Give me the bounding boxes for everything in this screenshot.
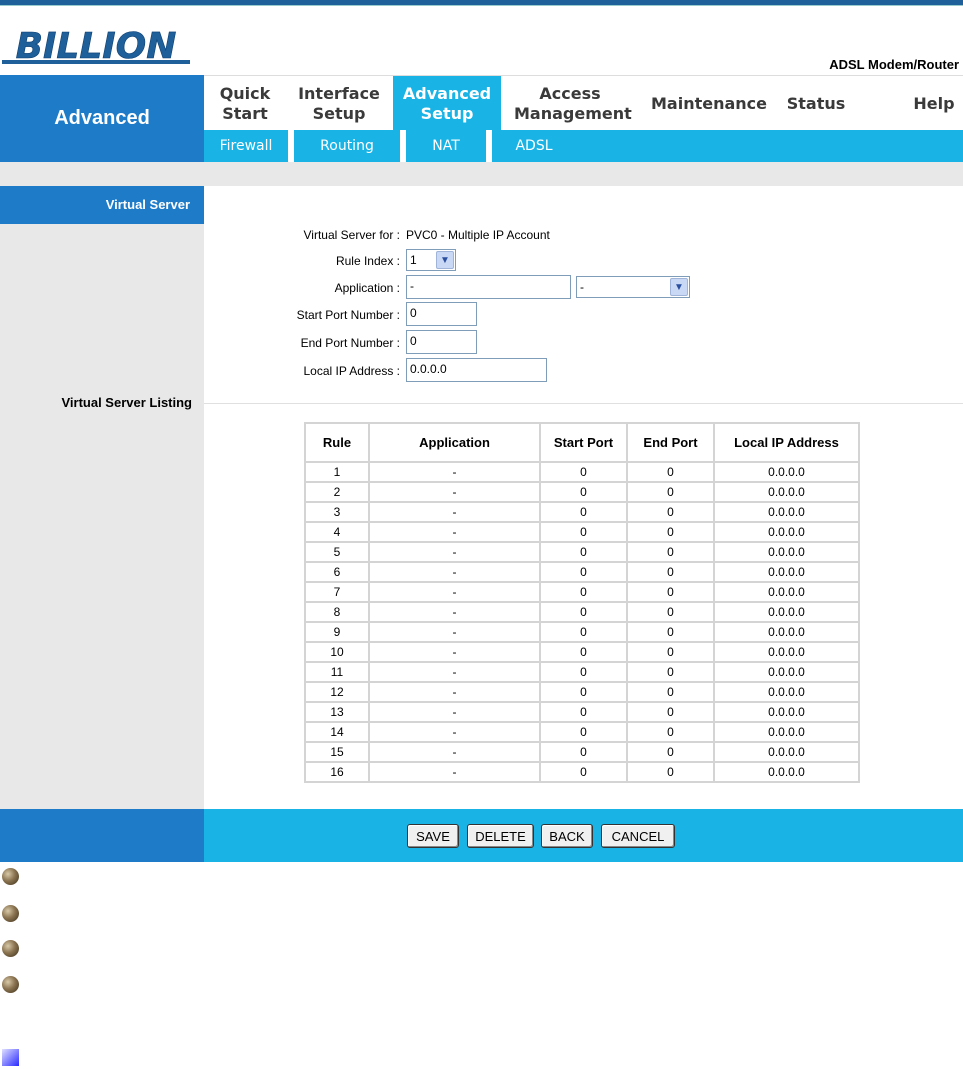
application-input[interactable]: - (406, 275, 571, 299)
rule-index-label: Rule Index : (335, 254, 400, 268)
cell-rule: 13 (305, 702, 369, 722)
vs-for-value: PVC0 - Multiple IP Account (406, 228, 550, 242)
start-port-input[interactable]: 0 (406, 302, 477, 326)
cell-application: - (369, 742, 540, 762)
cell-end-port: 0 (627, 722, 714, 742)
table-row (305, 622, 859, 642)
cell-local-ip: 0.0.0.0 (714, 622, 859, 642)
back-button[interactable]: BACK (541, 824, 593, 848)
header-end-port: End Port (627, 423, 714, 462)
table-row (305, 582, 859, 602)
chevron-down-icon: ▼ (436, 251, 454, 269)
section-divider (204, 403, 963, 404)
cell-start-port: 0 (540, 462, 627, 482)
save-button[interactable]: SAVE (407, 824, 459, 848)
header-application: Application (369, 423, 540, 462)
table-row (305, 462, 859, 482)
cell-rule: 8 (305, 602, 369, 622)
cell-application: - (369, 502, 540, 522)
cell-start-port: 0 (540, 622, 627, 642)
menu-access-management[interactable]: Access Management (514, 83, 632, 123)
cell-rule: 4 (305, 522, 369, 542)
cell-start-port: 0 (540, 682, 627, 702)
table-row (305, 602, 859, 622)
table-row (305, 522, 859, 542)
cell-rule: 6 (305, 562, 369, 582)
cell-start-port: 0 (540, 642, 627, 662)
table-row (305, 762, 859, 782)
virtual-server-heading: Virtual Server (0, 186, 204, 224)
cell-end-port: 0 (627, 762, 714, 782)
cell-application: - (369, 462, 540, 482)
cell-rule: 14 (305, 722, 369, 742)
cell-end-port: 0 (627, 602, 714, 622)
cell-start-port: 0 (540, 722, 627, 742)
table-row (305, 682, 859, 702)
table-row (305, 562, 859, 582)
application-select-value: - (580, 280, 584, 294)
rule-index-select[interactable] (406, 249, 456, 271)
cell-local-ip: 0.0.0.0 (714, 762, 859, 782)
end-port-input[interactable]: 0 (406, 330, 477, 354)
application-select[interactable] (576, 276, 690, 298)
bullet-icon (2, 976, 19, 993)
cell-end-port: 0 (627, 462, 714, 482)
cell-end-port: 0 (627, 662, 714, 682)
start-port-label: Start Port Number : (296, 308, 400, 322)
chevron-down-icon: ▼ (670, 278, 688, 296)
table-row (305, 482, 859, 502)
cell-rule: 10 (305, 642, 369, 662)
main-nav (0, 75, 963, 162)
cell-start-port: 0 (540, 762, 627, 782)
header-rule: Rule (305, 423, 369, 462)
cell-local-ip: 0.0.0.0 (714, 462, 859, 482)
cell-local-ip: 0.0.0.0 (714, 642, 859, 662)
cell-application: - (369, 642, 540, 662)
billion-logo (2, 26, 190, 72)
cell-local-ip: 0.0.0.0 (714, 502, 859, 522)
menu-status[interactable]: Status (786, 93, 846, 113)
cell-start-port: 0 (540, 482, 627, 502)
cell-start-port: 0 (540, 702, 627, 722)
header-local-ip: Local IP Address (714, 423, 859, 462)
cell-rule: 2 (305, 482, 369, 502)
cell-application: - (369, 542, 540, 562)
cell-rule: 3 (305, 502, 369, 522)
footer-left (0, 809, 204, 862)
table-row (305, 702, 859, 722)
cell-end-port: 0 (627, 702, 714, 722)
cell-application: - (369, 582, 540, 602)
submenu-routing[interactable]: Routing (320, 138, 374, 154)
square-marker-icon (2, 1049, 19, 1066)
cell-local-ip: 0.0.0.0 (714, 482, 859, 502)
cell-application: - (369, 522, 540, 542)
table-header-row (305, 423, 859, 462)
sidebar (0, 186, 204, 809)
cell-local-ip: 0.0.0.0 (714, 722, 859, 742)
cell-local-ip: 0.0.0.0 (714, 742, 859, 762)
cell-rule: 11 (305, 662, 369, 682)
cell-start-port: 0 (540, 582, 627, 602)
cell-local-ip: 0.0.0.0 (714, 602, 859, 622)
bullet-icon (2, 940, 19, 957)
cell-rule: 7 (305, 582, 369, 602)
application-label: Application : (334, 281, 400, 295)
table-row (305, 722, 859, 742)
cell-local-ip: 0.0.0.0 (714, 562, 859, 582)
local-ip-label: Local IP Address : (303, 364, 400, 378)
cell-rule: 12 (305, 682, 369, 702)
bullet-icon (2, 868, 19, 885)
cell-end-port: 0 (627, 502, 714, 522)
cell-application: - (369, 562, 540, 582)
cell-rule: 16 (305, 762, 369, 782)
cell-local-ip: 0.0.0.0 (714, 542, 859, 562)
cell-application: - (369, 702, 540, 722)
cell-start-port: 0 (540, 522, 627, 542)
rule-index-value: 1 (410, 253, 417, 267)
cell-start-port: 0 (540, 602, 627, 622)
menu-maintenance[interactable]: Maintenance (650, 93, 767, 113)
table-row (305, 662, 859, 682)
cell-end-port: 0 (627, 522, 714, 542)
cell-start-port: 0 (540, 542, 627, 562)
cell-end-port: 0 (627, 642, 714, 662)
nav-section-title: Advanced (0, 75, 204, 162)
top-accent-line (0, 0, 963, 6)
submenu-bar (204, 130, 963, 162)
cell-rule: 5 (305, 542, 369, 562)
submenu-nat[interactable]: NAT (432, 138, 460, 154)
local-ip-input[interactable]: 0.0.0.0 (406, 358, 547, 382)
table-row (305, 542, 859, 562)
cell-local-ip: 0.0.0.0 (714, 582, 859, 602)
cell-local-ip: 0.0.0.0 (714, 682, 859, 702)
menu-interface-setup[interactable]: Interface Setup (298, 83, 380, 123)
cell-rule: 1 (305, 462, 369, 482)
cell-end-port: 0 (627, 622, 714, 642)
menu-help[interactable]: Help (913, 93, 955, 113)
cell-rule: 9 (305, 622, 369, 642)
cell-local-ip: 0.0.0.0 (714, 662, 859, 682)
submenu-firewall[interactable]: Firewall (219, 138, 273, 154)
cell-end-port: 0 (627, 682, 714, 702)
table-row (305, 642, 859, 662)
table-row (305, 742, 859, 762)
nav-menu-bar (204, 75, 963, 130)
cell-start-port: 0 (540, 502, 627, 522)
virtual-server-listing-label: Virtual Server Listing (61, 395, 192, 410)
cancel-button[interactable]: CANCEL (601, 824, 675, 848)
logo-text: BILLION (15, 26, 177, 67)
cell-application: - (369, 722, 540, 742)
cell-end-port: 0 (627, 562, 714, 582)
cell-end-port: 0 (627, 582, 714, 602)
cell-start-port: 0 (540, 742, 627, 762)
cell-end-port: 0 (627, 482, 714, 502)
cell-end-port: 0 (627, 542, 714, 562)
cell-end-port: 0 (627, 742, 714, 762)
cell-local-ip: 0.0.0.0 (714, 702, 859, 722)
vs-for-label: Virtual Server for : (303, 228, 400, 242)
cell-start-port: 0 (540, 662, 627, 682)
cell-application: - (369, 482, 540, 502)
cell-rule: 15 (305, 742, 369, 762)
menu-quick-start[interactable]: Quick Start (219, 83, 271, 123)
cell-application: - (369, 762, 540, 782)
virtual-server-table (304, 422, 860, 783)
gray-band (0, 162, 963, 186)
cell-application: - (369, 602, 540, 622)
cell-start-port: 0 (540, 562, 627, 582)
delete-button[interactable]: DELETE (467, 824, 534, 848)
cell-application: - (369, 622, 540, 642)
end-port-label: End Port Number : (300, 336, 400, 350)
cell-application: - (369, 662, 540, 682)
product-name: ADSL Modem/Router (829, 57, 959, 72)
bullet-icon (2, 905, 19, 922)
header-start-port: Start Port (540, 423, 627, 462)
cell-local-ip: 0.0.0.0 (714, 522, 859, 542)
table-row (305, 502, 859, 522)
cell-application: - (369, 682, 540, 702)
menu-advanced-setup[interactable]: Advanced Setup (393, 76, 501, 131)
submenu-adsl[interactable]: ADSL (515, 138, 553, 154)
